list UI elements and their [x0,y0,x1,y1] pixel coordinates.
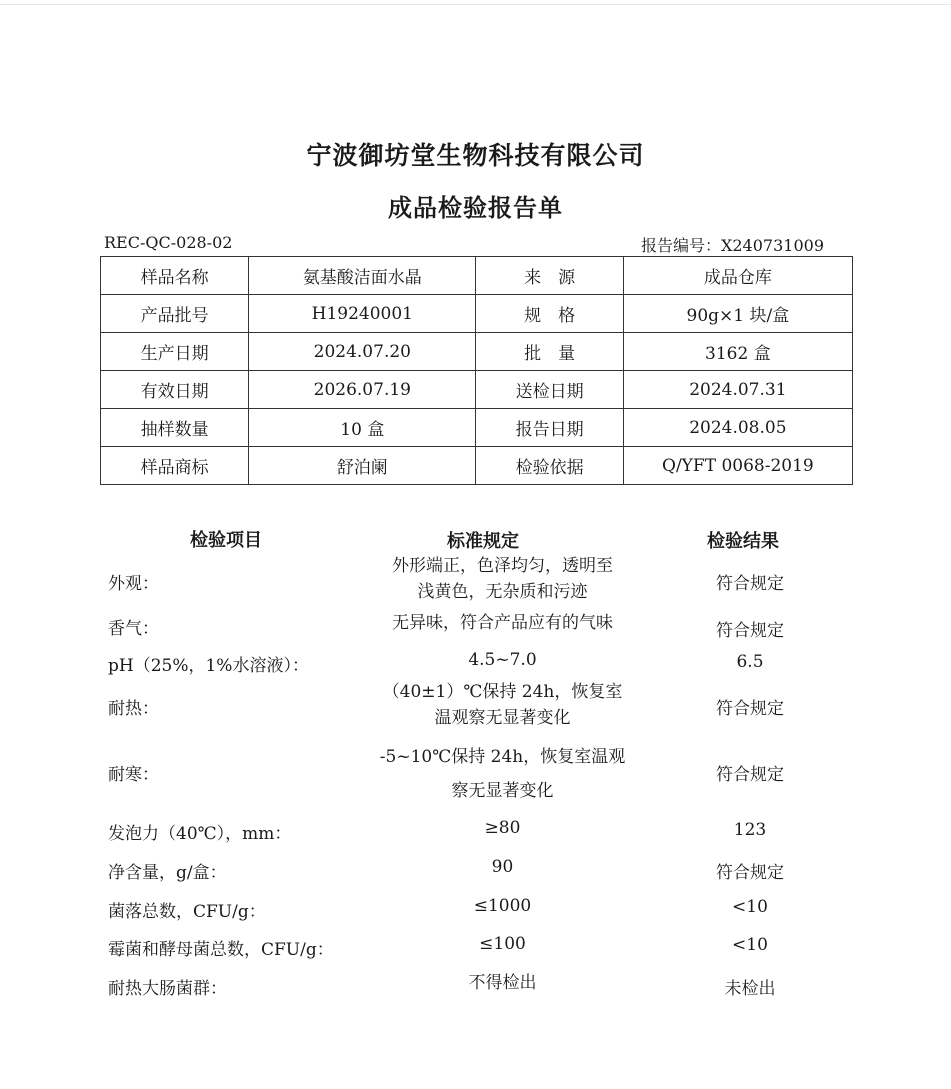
standard-line: （40±1）℃保持 24h，恢复室 [382,682,623,702]
test-result: 符合规定 [716,621,784,641]
test-result: 6.5 [736,652,764,672]
standard-line: 不得检出 [468,973,537,993]
table-row [101,371,853,409]
test-item-name: pH（25%，1%水溶液）： [108,656,309,676]
info-label: 报告日期 [476,409,623,447]
company-name: 宁波御坊堂生物科技有限公司 [306,141,645,170]
info-value: 90g×1 块/盒 [623,295,852,333]
test-standard [360,854,645,880]
test-item-name: 耐热： [108,699,159,719]
info-label: 抽样数量 [101,409,249,447]
test-result: <10 [732,935,768,955]
standard-line: 察无显著变化 [451,781,554,801]
test-standard [360,553,645,605]
test-result: 符合规定 [716,574,784,594]
top-edge-line [0,4,951,5]
test-item-name: 净含量，g/盒： [108,863,227,883]
test-standard [360,893,645,919]
test-result: 123 [733,820,767,840]
test-result: 符合规定 [716,699,784,719]
standard-line: 无异味，符合产品应有的气味 [392,613,613,633]
info-value: 10 盒 [249,409,476,447]
standard-line: ≥80 [484,818,521,838]
info-value: Q/YFT 0068-2019 [623,447,852,485]
info-value: H19240001 [249,295,476,333]
table-row [101,409,853,447]
info-value: 2026.07.19 [249,371,476,409]
table-row [101,333,853,371]
info-label: 送检日期 [476,371,623,409]
standard-line: -5~10℃保持 24h，恢复室温观 [379,747,626,767]
info-value: 氨基酸洁面水晶 [249,257,476,295]
table-row [101,295,853,333]
standard-line: ≤100 [479,934,526,954]
table-row [101,447,853,485]
standard-line: 90 [491,857,514,877]
info-label: 批 量 [476,333,623,371]
test-result: <10 [732,897,768,917]
test-standard [360,931,645,957]
test-result: 符合规定 [716,765,784,785]
report-title: 成品检验报告单 [388,193,563,222]
test-item-name: 霉菌和酵母菌总数，CFU/g： [108,940,334,960]
info-value: 3162 盒 [623,333,852,371]
test-item-name: 耐热大肠菌群： [108,979,227,999]
info-label: 检验依据 [476,447,623,485]
info-value: 成品仓库 [623,257,852,295]
test-standard [360,970,645,996]
info-value: 2024.07.31 [623,371,852,409]
report-number: 报告编号：X240731009 [640,236,824,255]
info-label: 有效日期 [101,371,249,409]
standard-line: 4.5~7.0 [468,650,537,670]
test-item-name: 发泡力（40℃），mm： [108,824,292,844]
info-label: 来 源 [476,257,623,295]
header-standard: 标准规定 [447,531,519,552]
info-label: 样品名称 [101,257,249,295]
info-value: 舒泊阑 [249,447,476,485]
test-standard [360,679,645,731]
test-standard [360,647,645,673]
standard-line: ≤1000 [473,896,532,916]
test-standard [360,815,645,841]
header-result: 检验结果 [707,531,779,552]
standard-line: 外形端正，色泽均匀，透明至 [392,556,613,576]
test-item-name: 耐寒： [108,765,159,785]
test-item-name: 香气： [108,619,159,639]
info-value: 2024.08.05 [623,409,852,447]
standard-line: 温观察无显著变化 [434,708,571,728]
test-result: 未检出 [724,979,776,999]
info-label: 产品批号 [101,295,249,333]
header-test-item: 检验项目 [190,530,262,551]
info-value: 2024.07.20 [249,333,476,371]
test-item-name: 菌落总数，CFU/g： [108,902,266,922]
info-label: 生产日期 [101,333,249,371]
sample-info-table [100,256,853,485]
test-result: 符合规定 [716,863,784,883]
test-item-name: 外观： [108,574,159,594]
standard-line: 浅黄色，无杂质和污迹 [417,582,588,602]
info-label: 规 格 [476,295,623,333]
test-standard [360,610,645,636]
info-label: 样品商标 [101,447,249,485]
test-standard [360,740,645,808]
table-row [101,257,853,295]
document-code: REC-QC-028-02 [104,233,233,252]
